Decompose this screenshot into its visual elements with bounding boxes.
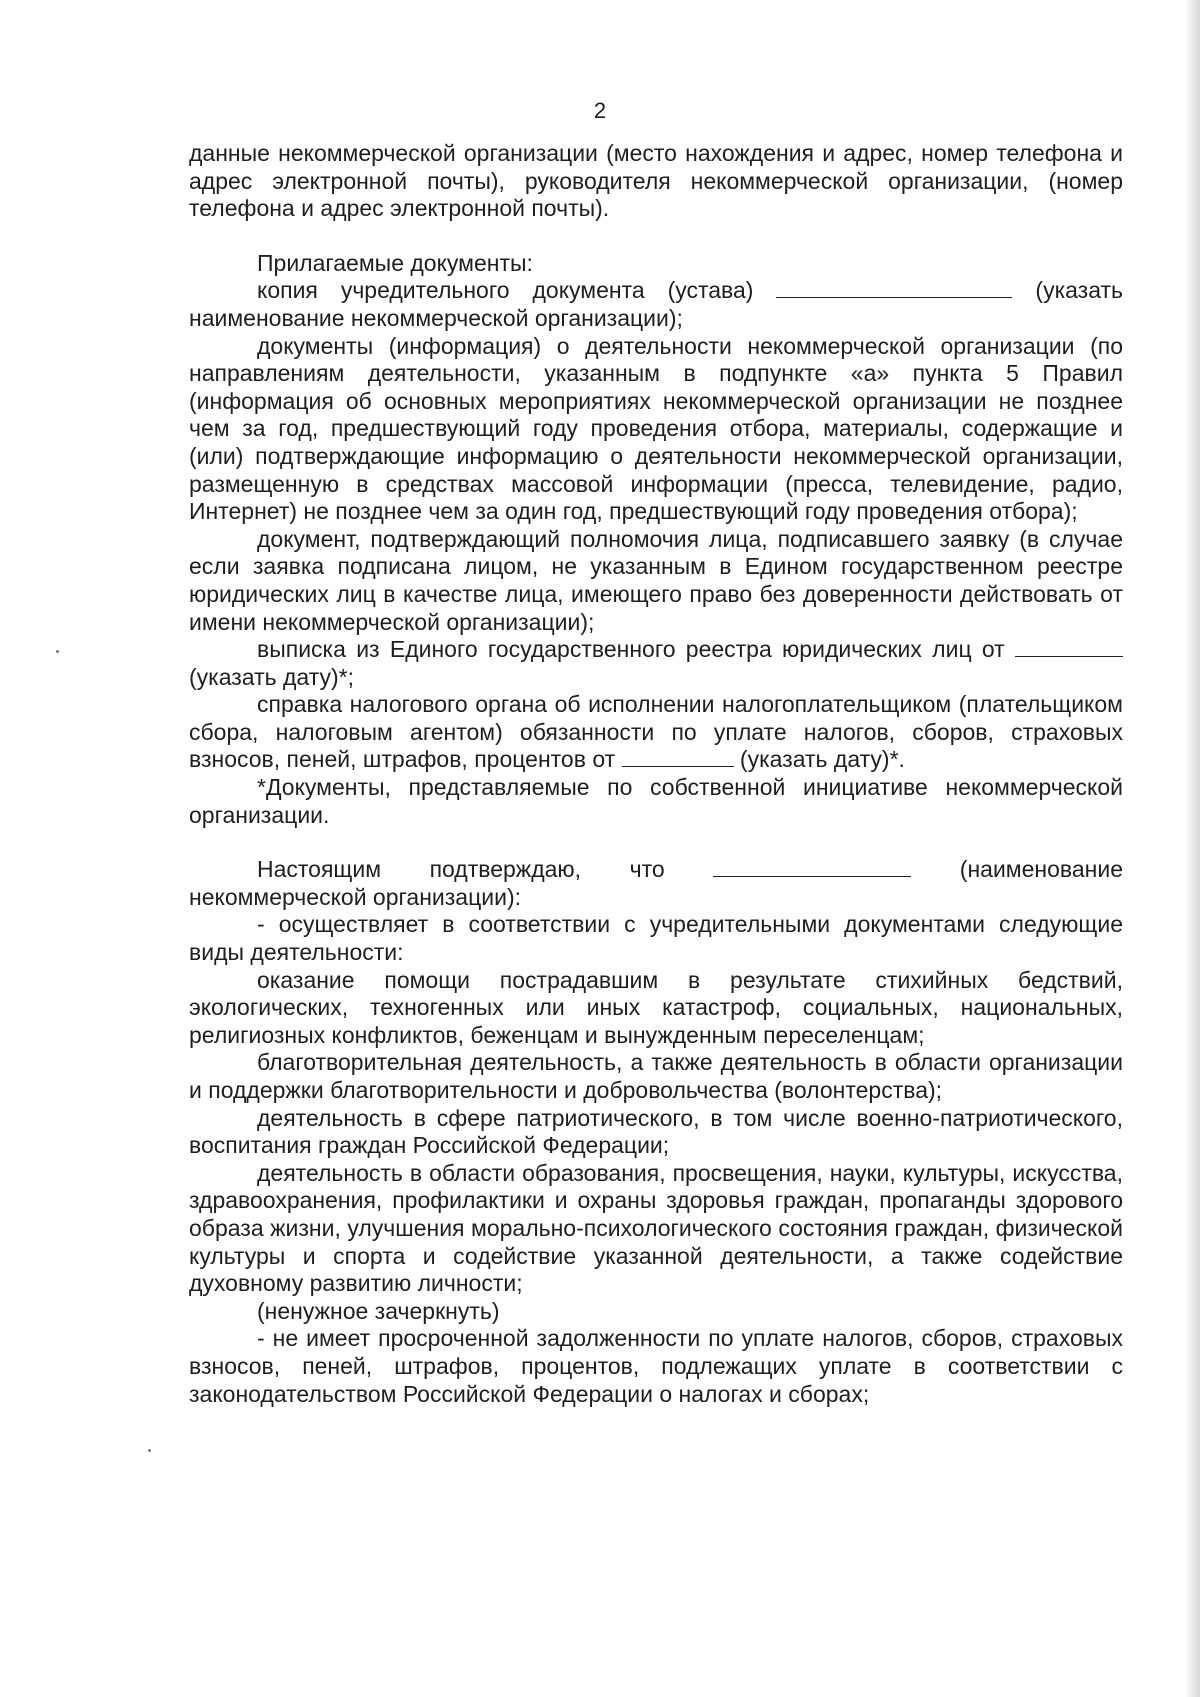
activity-disaster-relief: оказание помощи пострадавшим в результате стихийных бедствий, экологических, техногенных или иных катастроф, социальных, национальных, религиозных конфликтов, беженцам и вынужденным переселенцам;	[189, 966, 1123, 1048]
activity-documents-item: документы (информация) о деятельности некоммерческой организации (по направлениям деятельности, указанным в подпункте «а» пункта 5 Правил (информация об основных мероприятиях некоммерческой организации не позднее чем за год, предшествующий году проведения отбора, материалы, содержащие и (или) подтверждающие информацию о деятельности некоммерческой организации, размещенную в средствах массовой информации (пресса, телевидение, радио, Интернет) не позднее чем за один год, предшествующий году проведения отбора);	[189, 332, 1123, 525]
paragraph-gap	[189, 829, 1123, 856]
scan-speck	[56, 650, 59, 653]
registry-extract-text: выписка из Единого государственного реестра юридических лиц от	[257, 636, 1005, 663]
attached-documents-heading: Прилагаемые документы:	[257, 249, 533, 276]
charter-copy-item	[189, 277, 1123, 332]
confirmation-hint: (наименование некоммерческой организации):	[189, 856, 1123, 910]
footnote-own-initiative: *Документы, представляемые по собственной инициативе некоммерческой организации.	[189, 774, 1123, 828]
tax-certificate-item	[189, 691, 1123, 774]
extract-date-blank[interactable]	[1015, 638, 1123, 657]
activities-intro: - осуществляет в соответствии с учредительными документами следующие виды деятельности:	[189, 911, 1123, 966]
confirmation-paragraph	[189, 856, 1123, 911]
contact-data-paragraph: данные некоммерческой организации (место нахождения и адрес, номер телефона и адрес электронной почты), руководителя некоммерческой организации, (номер телефона и адрес электронной почты).	[189, 140, 1123, 222]
strike-out-note: (ненужное зачеркнуть)	[257, 1297, 500, 1324]
organization-name-blank[interactable]	[776, 279, 1012, 298]
certificate-date-blank[interactable]	[622, 748, 734, 767]
registry-extract-hint: (указать дату)*;	[189, 663, 354, 690]
scan-speck	[148, 1449, 151, 1452]
charter-copy-text: копия учредительного документа (устава)	[257, 277, 754, 304]
no-tax-debt-statement: - не имеет просроченной задолженности по уплате налогов, сборов, страховых взносов, пеней, штрафов, процентов, подлежащих уплате в соответствии с законодательством Российской Федерации о налогах и сборах;	[189, 1325, 1123, 1407]
activity-education-culture: деятельность в области образования, просвещения, науки, культуры, искусства, здравоохранения, профилактики и охраны здоровья граждан, пропаганды здорового образа жизни, улучшения морально-психологического состояния граждан, физической культуры и спорта и содействие указанной деятельности, а также содействие духовному развитию личности;	[189, 1159, 1123, 1297]
tax-certificate-hint: (указать дату)*.	[739, 746, 905, 773]
registry-extract-item	[189, 636, 1123, 691]
page-number: 2	[593, 98, 607, 123]
authority-document-item: документ, подтверждающий полномочия лица, подписавшего заявку (в случае если заявка подписана лицом, не указанным в Едином государственном реестре юридических лиц в качестве лица, имеющего право без доверенности действовать от имени некоммерческой организации);	[189, 525, 1123, 635]
page-edge-shadow	[1186, 0, 1200, 1697]
tax-certificate-text: справка налогового органа об исполнении налогоплательщиком (плательщиком сбора, налоговым агентом) обязанности по уплате налогов, сборов, страховых взносов, пеней, штрафов, процентов от	[189, 691, 1123, 773]
confirmation-organization-blank[interactable]	[713, 858, 911, 877]
activity-charity: благотворительная деятельность, а также деятельность в области организации и поддержки благотворительности и добровольчества (волонтерства);	[189, 1049, 1123, 1103]
confirmation-text: Настоящим подтверждаю, что	[257, 856, 665, 883]
charter-copy-hint: (указать наименование некоммерческой организации);	[189, 277, 1124, 331]
paragraph-gap	[189, 223, 1123, 250]
document-body	[189, 140, 1123, 1408]
activity-patriotic: деятельность в сфере патриотического, в том числе военно-патриотического, воспитания граждан Российской Федерации;	[189, 1104, 1123, 1159]
